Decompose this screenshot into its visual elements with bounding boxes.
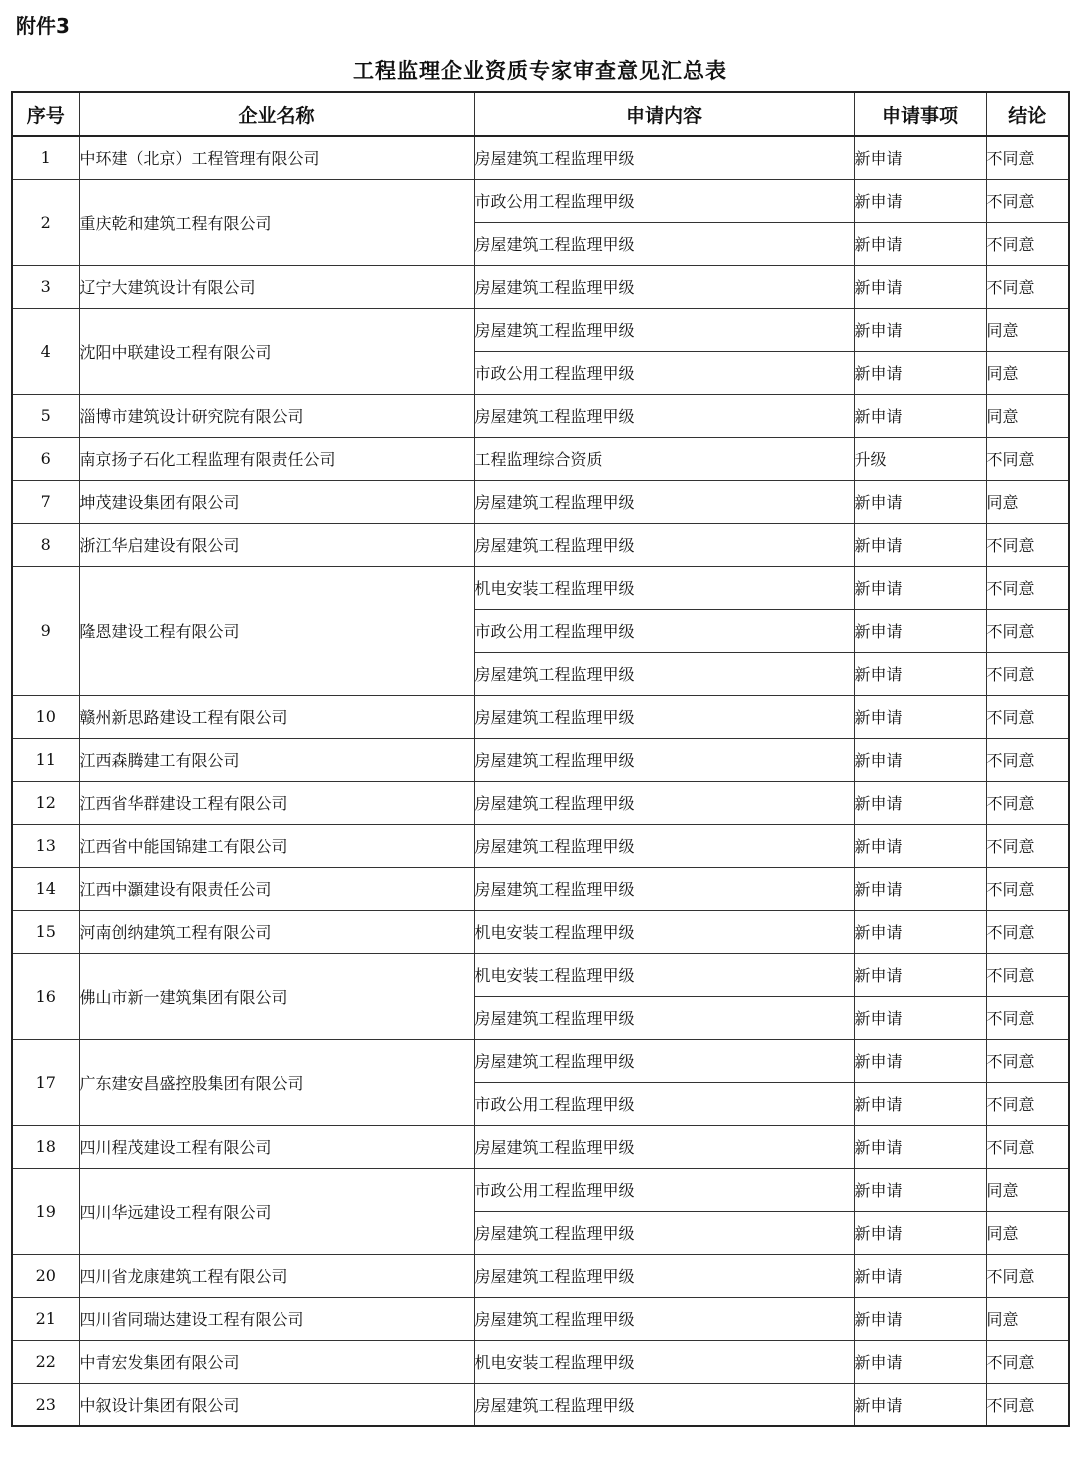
header-result: 结论 — [986, 92, 1069, 136]
row-index: 13 — [12, 824, 79, 867]
table-row — [12, 695, 1069, 738]
review-result: 不同意 — [986, 1383, 1069, 1426]
review-result: 不同意 — [986, 1340, 1069, 1383]
application-type: 新申请 — [854, 953, 986, 996]
company-name: 隆恩建设工程有限公司 — [79, 566, 474, 695]
table-row — [12, 308, 1069, 351]
row-index: 17 — [12, 1039, 79, 1125]
review-result: 不同意 — [986, 136, 1069, 179]
row-index: 22 — [12, 1340, 79, 1383]
row-index: 7 — [12, 480, 79, 523]
row-index: 5 — [12, 394, 79, 437]
review-result: 不同意 — [986, 695, 1069, 738]
application-content: 工程监理综合资质 — [474, 437, 854, 480]
application-content: 房屋建筑工程监理甲级 — [474, 394, 854, 437]
header-index: 序号 — [12, 92, 79, 136]
application-content: 房屋建筑工程监理甲级 — [474, 1125, 854, 1168]
table-row — [12, 1168, 1069, 1211]
application-content: 房屋建筑工程监理甲级 — [474, 652, 854, 695]
row-index: 23 — [12, 1383, 79, 1426]
review-result: 同意 — [986, 1211, 1069, 1254]
review-result: 同意 — [986, 394, 1069, 437]
application-content: 市政公用工程监理甲级 — [474, 1082, 854, 1125]
header-type: 申请事项 — [854, 92, 986, 136]
table-row — [12, 394, 1069, 437]
review-result: 同意 — [986, 308, 1069, 351]
application-type: 新申请 — [854, 308, 986, 351]
company-name: 佛山市新一建筑集团有限公司 — [79, 953, 474, 1039]
review-result: 不同意 — [986, 953, 1069, 996]
header-company: 企业名称 — [79, 92, 474, 136]
application-content: 房屋建筑工程监理甲级 — [474, 738, 854, 781]
company-name: 四川程茂建设工程有限公司 — [79, 1125, 474, 1168]
company-name: 中叙设计集团有限公司 — [79, 1383, 474, 1426]
review-result: 不同意 — [986, 609, 1069, 652]
table-row — [12, 738, 1069, 781]
review-result: 不同意 — [986, 179, 1069, 222]
review-result: 不同意 — [986, 1039, 1069, 1082]
table-row — [12, 265, 1069, 308]
review-result: 不同意 — [986, 1125, 1069, 1168]
company-name: 沈阳中联建设工程有限公司 — [79, 308, 474, 394]
application-type: 新申请 — [854, 1082, 986, 1125]
application-type: 新申请 — [854, 179, 986, 222]
application-content: 机电安装工程监理甲级 — [474, 1340, 854, 1383]
page-title: 工程监理企业资质专家审查意见汇总表 — [353, 59, 727, 83]
attachment-label: 附件3 — [16, 14, 70, 38]
application-content: 房屋建筑工程监理甲级 — [474, 523, 854, 566]
company-name: 中环建（北京）工程管理有限公司 — [79, 136, 474, 179]
review-result: 不同意 — [986, 867, 1069, 910]
application-content: 市政公用工程监理甲级 — [474, 1168, 854, 1211]
table-row — [12, 437, 1069, 480]
application-content: 房屋建筑工程监理甲级 — [474, 1297, 854, 1340]
review-result: 不同意 — [986, 566, 1069, 609]
company-name: 南京扬子石化工程监理有限责任公司 — [79, 437, 474, 480]
header-content: 申请内容 — [474, 92, 854, 136]
application-content: 房屋建筑工程监理甲级 — [474, 695, 854, 738]
company-name: 淄博市建筑设计研究院有限公司 — [79, 394, 474, 437]
company-name: 重庆乾和建筑工程有限公司 — [79, 179, 474, 265]
row-index: 12 — [12, 781, 79, 824]
company-name: 四川华远建设工程有限公司 — [79, 1168, 474, 1254]
row-index: 21 — [12, 1297, 79, 1340]
application-type: 新申请 — [854, 1340, 986, 1383]
row-index: 20 — [12, 1254, 79, 1297]
table-row — [12, 1039, 1069, 1082]
application-type: 升级 — [854, 437, 986, 480]
row-index: 9 — [12, 566, 79, 695]
review-result: 不同意 — [986, 1254, 1069, 1297]
company-name: 江西省华群建设工程有限公司 — [79, 781, 474, 824]
application-type: 新申请 — [854, 222, 986, 265]
review-result: 不同意 — [986, 1082, 1069, 1125]
application-content: 房屋建筑工程监理甲级 — [474, 480, 854, 523]
review-result: 同意 — [986, 480, 1069, 523]
application-content: 机电安装工程监理甲级 — [474, 953, 854, 996]
table-row — [12, 824, 1069, 867]
review-result: 不同意 — [986, 652, 1069, 695]
company-name: 四川省同瑞达建设工程有限公司 — [79, 1297, 474, 1340]
application-type: 新申请 — [854, 824, 986, 867]
row-index: 4 — [12, 308, 79, 394]
application-type: 新申请 — [854, 609, 986, 652]
row-index: 11 — [12, 738, 79, 781]
company-name: 河南创纳建筑工程有限公司 — [79, 910, 474, 953]
application-content: 机电安装工程监理甲级 — [474, 566, 854, 609]
row-index: 19 — [12, 1168, 79, 1254]
table-body — [12, 136, 1069, 1426]
company-name: 辽宁大建筑设计有限公司 — [79, 265, 474, 308]
review-result: 不同意 — [986, 523, 1069, 566]
review-result: 不同意 — [986, 222, 1069, 265]
application-content: 市政公用工程监理甲级 — [474, 351, 854, 394]
application-content: 房屋建筑工程监理甲级 — [474, 781, 854, 824]
application-content: 机电安装工程监理甲级 — [474, 910, 854, 953]
company-name: 广东建安昌盛控股集团有限公司 — [79, 1039, 474, 1125]
application-content: 房屋建筑工程监理甲级 — [474, 1383, 854, 1426]
table-row — [12, 179, 1069, 222]
review-result: 同意 — [986, 1168, 1069, 1211]
application-content: 房屋建筑工程监理甲级 — [474, 308, 854, 351]
application-content: 房屋建筑工程监理甲级 — [474, 996, 854, 1039]
table-row — [12, 480, 1069, 523]
table-row — [12, 910, 1069, 953]
application-type: 新申请 — [854, 1168, 986, 1211]
company-name: 赣州新思路建设工程有限公司 — [79, 695, 474, 738]
company-name: 江西省中能国锦建工有限公司 — [79, 824, 474, 867]
company-name: 坤茂建设集团有限公司 — [79, 480, 474, 523]
application-type: 新申请 — [854, 738, 986, 781]
review-result: 不同意 — [986, 437, 1069, 480]
table-row — [12, 566, 1069, 609]
application-type: 新申请 — [854, 1125, 986, 1168]
application-type: 新申请 — [854, 351, 986, 394]
application-type: 新申请 — [854, 781, 986, 824]
review-result: 不同意 — [986, 996, 1069, 1039]
table-row — [12, 136, 1069, 179]
application-content: 房屋建筑工程监理甲级 — [474, 1211, 854, 1254]
table-row — [12, 1383, 1069, 1426]
application-type: 新申请 — [854, 566, 986, 609]
table-row — [12, 1340, 1069, 1383]
application-content: 房屋建筑工程监理甲级 — [474, 824, 854, 867]
row-index: 14 — [12, 867, 79, 910]
company-name: 浙江华启建设有限公司 — [79, 523, 474, 566]
application-type: 新申请 — [854, 1039, 986, 1082]
review-result: 同意 — [986, 351, 1069, 394]
review-result: 不同意 — [986, 781, 1069, 824]
review-result: 不同意 — [986, 265, 1069, 308]
review-result: 同意 — [986, 1297, 1069, 1340]
application-content: 房屋建筑工程监理甲级 — [474, 136, 854, 179]
application-type: 新申请 — [854, 1297, 986, 1340]
application-type: 新申请 — [854, 652, 986, 695]
row-index: 1 — [12, 136, 79, 179]
application-type: 新申请 — [854, 1254, 986, 1297]
application-type: 新申请 — [854, 695, 986, 738]
table-row — [12, 1254, 1069, 1297]
table-row — [12, 953, 1069, 996]
review-result: 不同意 — [986, 910, 1069, 953]
review-table — [11, 91, 1070, 1427]
company-name: 中青宏发集团有限公司 — [79, 1340, 474, 1383]
application-type: 新申请 — [854, 1211, 986, 1254]
application-type: 新申请 — [854, 265, 986, 308]
row-index: 15 — [12, 910, 79, 953]
review-result: 不同意 — [986, 824, 1069, 867]
application-type: 新申请 — [854, 523, 986, 566]
row-index: 3 — [12, 265, 79, 308]
application-type: 新申请 — [854, 136, 986, 179]
review-result: 不同意 — [986, 738, 1069, 781]
application-content: 房屋建筑工程监理甲级 — [474, 265, 854, 308]
application-content: 房屋建筑工程监理甲级 — [474, 867, 854, 910]
row-index: 16 — [12, 953, 79, 1039]
table-row — [12, 523, 1069, 566]
table-row — [12, 781, 1069, 824]
table-row — [12, 1297, 1069, 1340]
table-row — [12, 867, 1069, 910]
row-index: 10 — [12, 695, 79, 738]
row-index: 6 — [12, 437, 79, 480]
company-name: 江西森腾建工有限公司 — [79, 738, 474, 781]
table-row — [12, 1125, 1069, 1168]
application-content: 房屋建筑工程监理甲级 — [474, 1039, 854, 1082]
company-name: 江西中灝建设有限责任公司 — [79, 867, 474, 910]
application-content: 市政公用工程监理甲级 — [474, 609, 854, 652]
application-content: 市政公用工程监理甲级 — [474, 179, 854, 222]
application-type: 新申请 — [854, 480, 986, 523]
application-type: 新申请 — [854, 1383, 986, 1426]
row-index: 2 — [12, 179, 79, 265]
company-name: 四川省龙康建筑工程有限公司 — [79, 1254, 474, 1297]
application-content: 房屋建筑工程监理甲级 — [474, 222, 854, 265]
row-index: 18 — [12, 1125, 79, 1168]
application-type: 新申请 — [854, 394, 986, 437]
table-header-row — [12, 92, 1069, 136]
application-type: 新申请 — [854, 910, 986, 953]
row-index: 8 — [12, 523, 79, 566]
application-type: 新申请 — [854, 867, 986, 910]
application-content: 房屋建筑工程监理甲级 — [474, 1254, 854, 1297]
application-type: 新申请 — [854, 996, 986, 1039]
